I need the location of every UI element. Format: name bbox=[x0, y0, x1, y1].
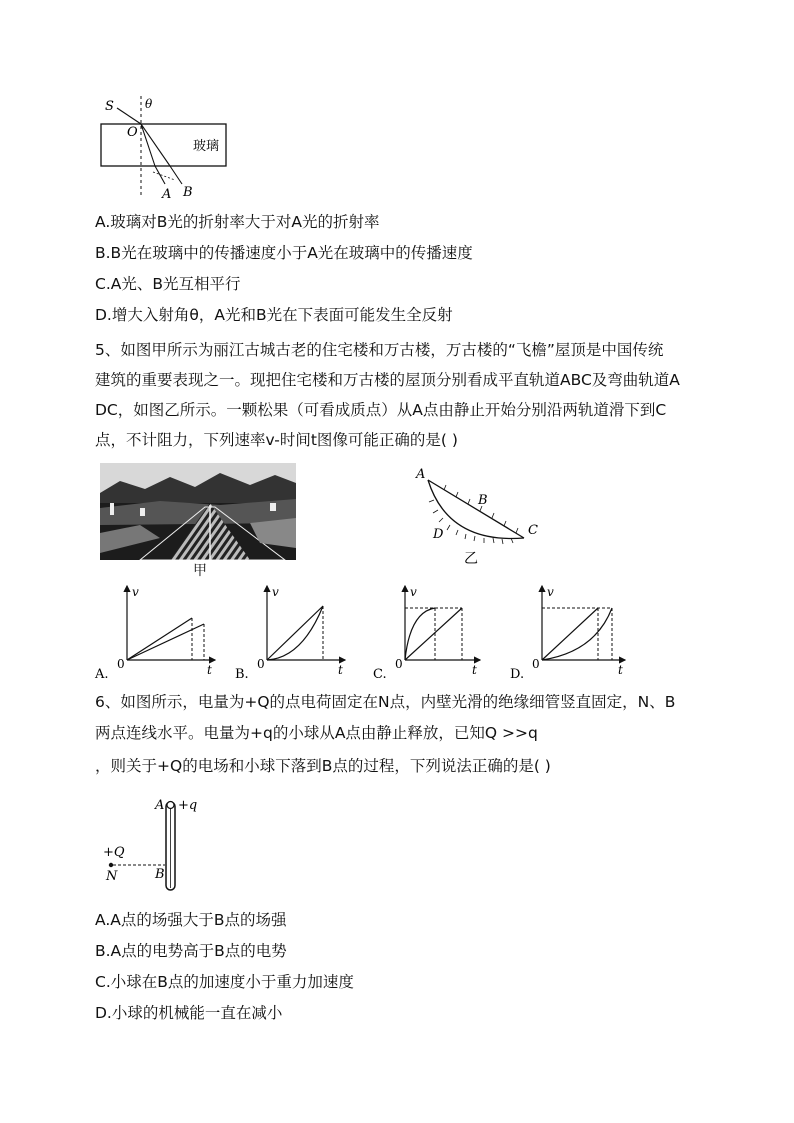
glass-label-s: S bbox=[105, 99, 114, 114]
photo-caption-jia: 甲 bbox=[193, 563, 207, 579]
q5-stem-line-2: 建筑的重要表现之一。现把住宅楼和万古楼的屋顶分别看成平直轨道ABC及弯曲轨道A bbox=[95, 371, 680, 389]
graph-c-label: C. bbox=[373, 667, 387, 682]
graph-d-origin: 0 bbox=[532, 657, 540, 671]
q4-option-a: A.玻璃对B光的折射率大于对A光的折射率 bbox=[95, 213, 380, 231]
graph-d[interactable] bbox=[510, 585, 625, 682]
tube-label-a: A bbox=[155, 798, 165, 813]
tube-label-plus-q: +q bbox=[178, 798, 198, 813]
graph-c-axis-t: t bbox=[472, 663, 477, 677]
graph-b-label: B. bbox=[235, 667, 249, 682]
graph-c-axis-v: v bbox=[410, 585, 417, 599]
charge-label-plus-Q: +Q bbox=[103, 845, 125, 860]
graph-a-axis-t: t bbox=[207, 663, 212, 677]
q6-option-b: B.A点的电势高于B点的电势 bbox=[95, 942, 287, 960]
track-caption-yi: 乙 bbox=[464, 551, 478, 566]
graph-d-axis-t: t bbox=[618, 663, 623, 677]
graph-b-axis-t: t bbox=[338, 663, 343, 677]
graph-d-label: D. bbox=[510, 667, 525, 682]
glass-label-theta: θ bbox=[145, 97, 153, 111]
glass-refraction-figure bbox=[95, 92, 235, 202]
q6-option-a: A.A点的场强大于B点的场强 bbox=[95, 911, 287, 929]
graph-b[interactable] bbox=[235, 585, 345, 682]
glass-label-b: B bbox=[183, 185, 193, 200]
graph-b-axis-v: v bbox=[272, 585, 279, 599]
q6-option-c: C.小球在B点的加速度小于重力加速度 bbox=[95, 973, 354, 991]
glass-label-a: A bbox=[162, 187, 172, 202]
graph-a-axis-v: v bbox=[132, 585, 139, 599]
track-label-c: C bbox=[528, 523, 538, 538]
graph-d-axis-v: v bbox=[547, 585, 554, 599]
q4-option-c: C.A光、B光互相平行 bbox=[95, 275, 241, 293]
graph-a[interactable] bbox=[94, 585, 215, 682]
vt-graphs bbox=[90, 582, 650, 682]
charge-label-n: N bbox=[106, 869, 118, 884]
graph-a-label: A. bbox=[95, 667, 109, 682]
charge-tube-figure bbox=[95, 792, 225, 897]
q4-option-b: B.B光在玻璃中的传播速度小于A光在玻璃中的传播速度 bbox=[95, 244, 473, 262]
track-figure-yi bbox=[408, 466, 548, 566]
graph-c[interactable] bbox=[373, 585, 480, 682]
q6-stem-line-3: ，则关于+Q的电场和小球下落到B点的过程，下列说法正确的是( ) bbox=[95, 757, 551, 775]
q5-stem-line-3: DC，如图乙所示。一颗松果（可看成质点）从A点由静止开始分别沿两轨道滑下到C bbox=[95, 401, 667, 419]
graph-a-origin: 0 bbox=[117, 657, 125, 671]
tube-label-b: B bbox=[155, 867, 165, 882]
q6-stem-line-2: 两点连线水平。电量为+q的小球从A点由静止释放，已知Q >>q bbox=[95, 724, 538, 742]
q6-option-d: D.小球的机械能一直在减小 bbox=[95, 1004, 283, 1022]
q5-stem-line-4: 点，不计阻力，下列速率v-时间t图像可能正确的是( ) bbox=[95, 431, 458, 449]
track-label-a: A bbox=[416, 467, 426, 482]
glass-label-o: O bbox=[127, 125, 138, 140]
q5-stem-line-1: 5、如图甲所示为丽江古城古老的住宅楼和万古楼，万古楼的“飞檐”屋顶是中国传统 bbox=[95, 341, 664, 359]
track-label-b: B bbox=[478, 493, 488, 508]
graph-c-origin: 0 bbox=[395, 657, 403, 671]
q6-stem-line-1: 6、如图所示，电量为+Q的点电荷固定在N点，内壁光滑的绝缘细管竖直固定，N、B bbox=[95, 693, 676, 711]
glass-label-glass: 玻璃 bbox=[193, 139, 220, 154]
graph-b-origin: 0 bbox=[257, 657, 265, 671]
photo-figure-jia bbox=[100, 463, 296, 560]
q4-option-d: D.增大入射角θ，A光和B光在下表面可能发生全反射 bbox=[95, 306, 453, 324]
track-label-d: D bbox=[433, 527, 444, 542]
